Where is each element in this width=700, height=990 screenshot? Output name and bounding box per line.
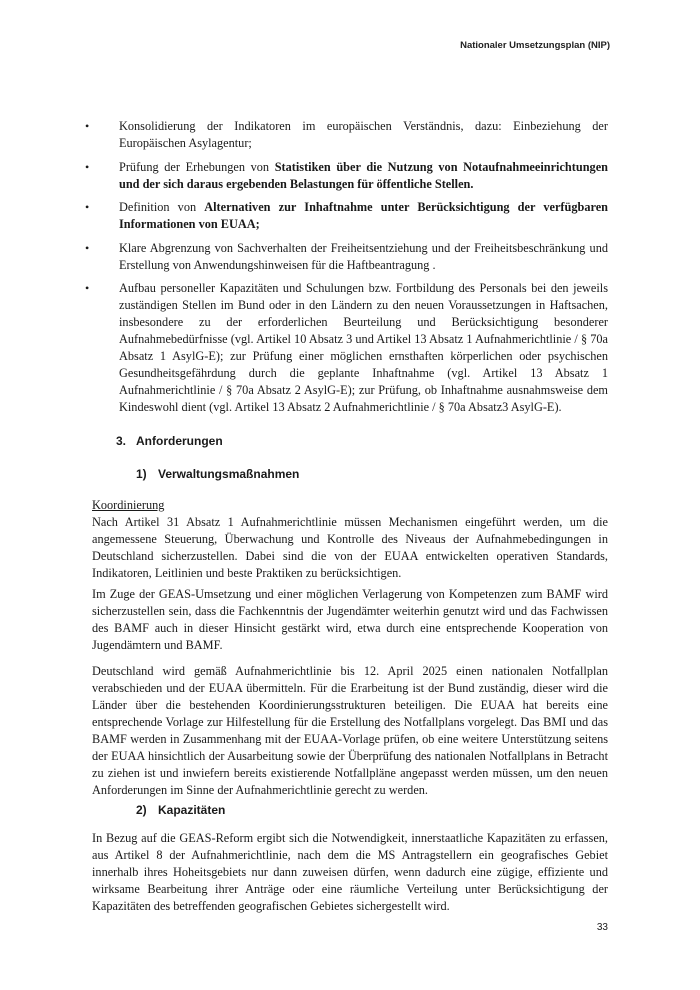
subsection-heading	[136, 467, 299, 481]
koordinierung-heading: Koordinierung	[92, 498, 165, 512]
section-title: Anforderungen	[136, 434, 223, 448]
subsection-number: 1)	[136, 467, 147, 481]
list-item	[92, 240, 608, 274]
section-heading	[116, 434, 223, 448]
page-number: 33	[596, 922, 608, 933]
subsection-heading	[136, 803, 225, 817]
paragraph: Nach Artikel 31 Absatz 1 Aufnahmerichtlinie müssen Mechanismen eingeführt werden, um die angemessene Steuerung, Überwachung und Kontrolle des Niveaus der Aufnahmebedingungen in Deutschland sicherzustellen. Dabei sind die von der EUAA entwickelten operativen Standards, Indikatoren, Leitlinien und beste Praktiken zu berücksichtigen.	[92, 515, 608, 580]
bullet-part: Konsolidierung der Indikatoren im europäischen Verständnis, dazu: Einbeziehung der Europäischen Asylagentur;	[119, 119, 608, 150]
bullet-list	[92, 118, 608, 416]
section-number: 3.	[116, 434, 127, 448]
bullet-part: Aufbau personeller Kapazitäten und Schulungen bzw. Fortbildung des Personals bei den jeweils zuständigen Stellen im Bund oder in den Ländern zu den neuen Voraussetzungen in Haftsachen, insbesondere zu der erforderlichen Beurteilung und Berücksichtigung besonderer Aufnahmebedürfnisse (vgl. Artikel 10 Absatz 3 und Artikel 13 Absatz 1 Aufnahmerichtlinie / § 70a Absatz 1 AsylG-E); zur Prüfung einer möglichen ernsthaften körperlichen oder psychischen Gesundheitsgefährdung durch die geplante Inhaftnahme (vgl. Artikel 13 Absatz 1 Aufnahmerichtlinie / § 70a Absatz 2 AsylG-E); zur Prüfung, ob Inhaftnahme ausnahmsweise dem Kindeswohl dient (vgl. Artikel 13 Absatz 2 Aufnahmerichtlinie / § 70a Absatz3 AsylG-E).	[119, 281, 608, 414]
page-content	[92, 118, 608, 423]
bullet-part-bold: Alternativen zur Inhaftnahme unter Berücksichtigung der verfügbaren Informationen von EUAA;	[119, 200, 609, 231]
list-item	[92, 280, 608, 416]
koordinierung-block	[92, 497, 608, 582]
subsection-title: Kapazitäten	[158, 803, 226, 817]
list-item	[92, 199, 608, 233]
running-header: Nationaler Umsetzungsplan (NIP)	[460, 40, 610, 51]
list-item	[92, 159, 608, 193]
bullet-part: Definition von	[119, 200, 205, 214]
paragraph: In Bezug auf die GEAS-Reform ergibt sich die Notwendigkeit, innerstaatliche Kapazitäten zu erfassen, aus Artikel 8 der Aufnahmerichtlinie, nach dem die MS Antragstellern ein geografisches Gebiet innerhalb ihres Hoheitsgebiets nur dann zuweisen dürfen, wenn dadurch eine zügige, effiziente und wirksame Bearbeitung ihrer Anträge oder eine räumliche Verteilung unter Berücksichtigung der Kapazitäten des betreffenden geografischen Gebietes sichergestellt wird.	[92, 831, 608, 913]
bullet-part-bold: Statistiken über die Nutzung von Notaufnahmeeinrichtungen und der sich daraus ergebenden Belastungen für öffentliche Stellen.	[119, 159, 608, 191]
paragraph: Deutschland wird gemäß Aufnahmerichtlinie bis 12. April 2025 einen nationalen Notfallplan verabschieden und der EUAA übermitteln. Für die Erarbeitung ist der Bund zuständig, dieser wird die Länder über die bestehenden Koordinierungsstrukturen beteiligen. Die EUAA hat bereits eine entsprechende Vorlage zur Hilfestellung für die Erstellung des Notfallplans vorgelegt. Das BMI und das BAMF werden in Zusammenhang mit der EUAA-Vorlage prüfen, ob eine weitere Unterstützung seitens der EUAA hinsichtlich der Ausarbeitung sowie der Überprüfung des nationalen Notfallplans in Betracht zu ziehen ist und inwiefern bereits existierende Notfallpläne angepasst werden müssen, um den neuen Anforderungen im Sinne der Aufnahmerichtlinie gerecht zu werden.	[92, 664, 608, 797]
subsection-number: 2)	[136, 803, 147, 817]
paragraph: Im Zuge der GEAS-Umsetzung und einer möglichen Verlagerung von Kompetenzen zum BAMF wird sicherzustellen sein, dass die Fachkenntnis der Jugendämter weiterhin genutzt wird und das Fachwissen des BAMF auch in dieser Hinsicht gestärkt wird, etwa durch eine entsprechende Kooperation von Jugendämtern und BAMF.	[92, 587, 608, 652]
subsection-title: Verwaltungsmaßnahmen	[158, 467, 300, 481]
list-item	[92, 118, 608, 152]
bullet-part: Klare Abgrenzung von Sachverhalten der Freiheitsentziehung und der Freiheitsbeschränkung und Erstellung von Anwendungshinweisen für die Haftbeantragung .	[119, 240, 608, 272]
bullet-part: Prüfung der Erhebungen von	[119, 159, 275, 174]
